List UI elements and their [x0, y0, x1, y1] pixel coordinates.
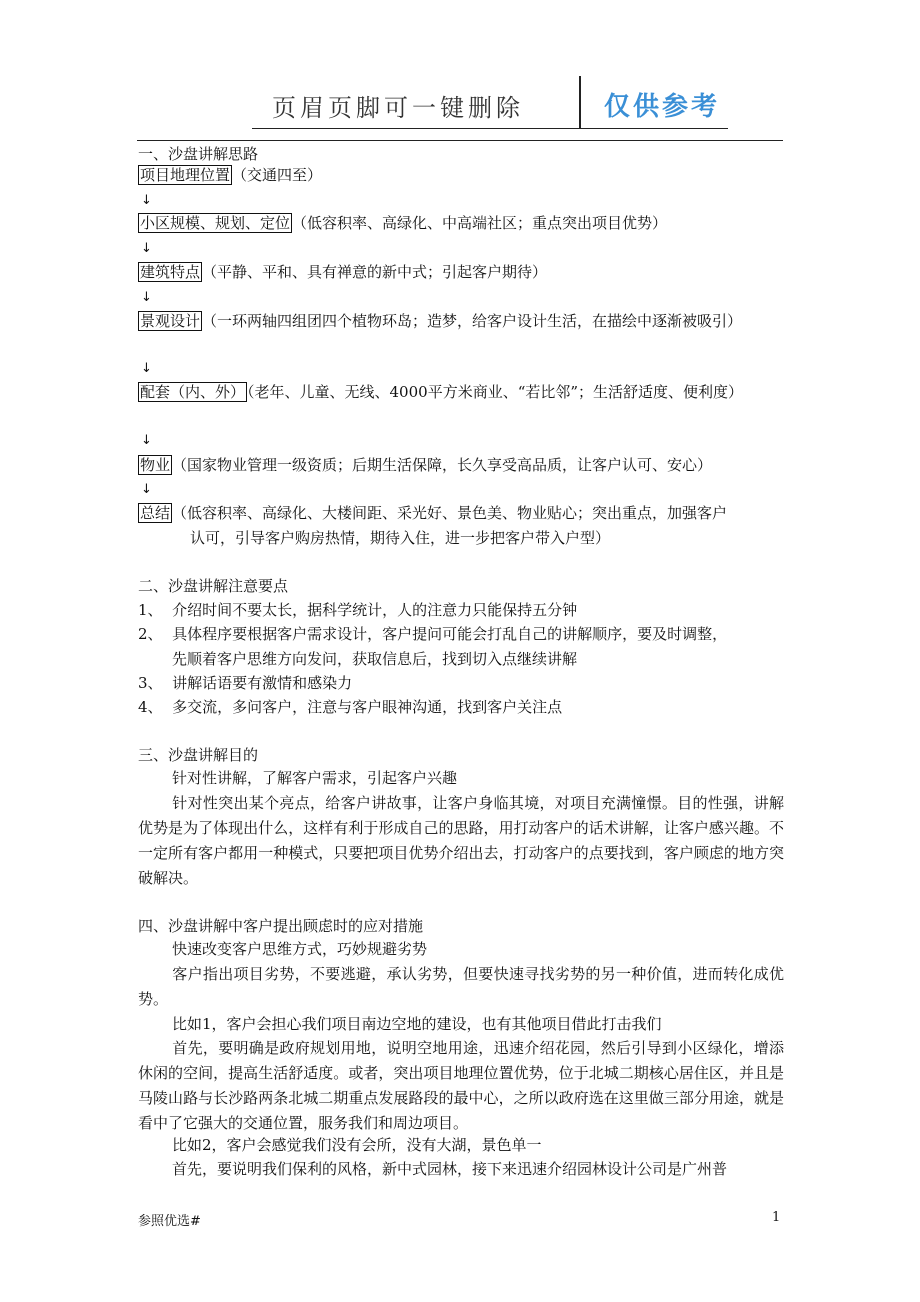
flow-step-label: 物业	[140, 456, 171, 474]
tip-item-4	[138, 697, 562, 717]
tip-text: 讲解话语要有激情和感染力	[172, 674, 353, 692]
section4-paragraph-4	[138, 1036, 784, 1136]
down-arrow-icon: ↓	[141, 193, 152, 208]
flow-step-desc: （交通四至）	[232, 166, 323, 184]
tip-number: 3、	[138, 674, 163, 692]
flow-step-label: 配套（内、外）	[140, 383, 246, 401]
flow-step-5	[138, 382, 743, 402]
paragraph-text: 首先，要明确是政府规划用地，说明空地用途，迅速介绍花园，然后引导到小区绿化，增添休闲的空间，提高生活舒适度。或者，突出项目地理位置优势，位于北城二期核心居住区，并且是马陵山路与长沙路两条北城二期重点发展路段的最中心，之所以政府选在这里做三部分用途，就是看中了它强大的交通位置，服务我们和周边项目。	[138, 1039, 784, 1132]
flow-step-7	[138, 503, 727, 523]
down-arrow-icon: ↓	[141, 482, 152, 497]
tip-item-3	[138, 673, 352, 693]
paragraph-text: 快速改变客户思维方式，巧妙规避劣势	[172, 940, 428, 958]
flow-step-2	[138, 213, 667, 233]
paragraph-text: 比如2，客户会感觉我们没有会所，没有大湖，景色单一	[172, 1136, 542, 1154]
flow-step-label: 景观设计	[140, 312, 201, 330]
flow-step-label: 项目地理位置	[140, 166, 231, 184]
flow-step-4	[138, 311, 742, 331]
header-rule-short	[252, 128, 728, 129]
paragraph-text: 比如1，客户会担心我们项目南边空地的建设，也有其他项目借此打击我们	[172, 1015, 662, 1033]
header-left-text: 页眉页脚可一键删除	[272, 94, 524, 122]
header-rule-long	[137, 140, 783, 141]
section4-paragraph-6	[138, 1157, 784, 1182]
tip-text: 多交流，多问客户，注意与客户眼神沟通，找到客户关注点	[172, 698, 563, 716]
section2-title: 二、沙盘讲解注意要点	[138, 577, 289, 595]
down-arrow-icon: ↓	[141, 433, 152, 448]
flow-step-label: 小区规模、规划、定位	[140, 214, 291, 232]
flow-step-desc: （国家物业管理一级资质；后期生活保障，长久享受高品质，让客户认可、安心）	[172, 456, 713, 474]
paragraph-text: 针对性突出某个亮点，给客户讲故事，让客户身临其境，对项目充满憧憬。目的性强，讲解优势是为了体现出什么，这样有利于形成自己的思路，用打动客户的话术讲解，让客户感兴趣。不一定所有客户都用一种模式，只要把项目优势介绍出去，打动客户的点要找到，客户顾虑的地方突破解决。	[138, 794, 784, 887]
paragraph-text: 首先，要说明我们保利的风格，新中式园林，接下来迅速介绍园林设计公司是广州普	[172, 1160, 728, 1178]
header-divider	[579, 76, 581, 128]
tip-number: 4、	[138, 698, 163, 716]
page-number: 1	[772, 1210, 781, 1225]
down-arrow-icon: ↓	[141, 241, 152, 256]
tip-item-2	[138, 624, 727, 644]
header-right-text: 仅供参考	[604, 92, 721, 122]
section4-paragraph-2	[138, 962, 784, 1012]
down-arrow-icon: ↓	[141, 361, 152, 376]
section4-title: 四、沙盘讲解中客户提出顾虑时的应对措施	[138, 917, 424, 935]
flow-step-1	[138, 165, 322, 185]
tip-item-1	[138, 600, 577, 620]
flow-step-desc: （一环两轴四组团四个植物环岛；造梦，给客户设计生活，在描绘中逐渐被吸引）	[202, 312, 743, 330]
tip-item-2-cont: 先顺着客户思维方向发问，获取信息后，找到切入点继续讲解	[172, 650, 578, 668]
flow-step-label: 总结	[140, 504, 171, 522]
flow-step-7-desc-cont: 认可，引导客户购房热情，期待入住，进一步把客户带入户型）	[190, 529, 611, 547]
section3-paragraph-2	[138, 791, 784, 891]
section1-title: 一、沙盘讲解思路	[138, 145, 259, 163]
tip-text: 介绍时间不要太长，据科学统计，人的注意力只能保持五分钟	[172, 601, 578, 619]
paragraph-text: 针对性讲解，了解客户需求，引起客户兴趣	[172, 769, 458, 787]
paragraph-text: 客户指出项目劣势，不要逃避，承认劣势，但要快速寻找劣势的另一种价值，进而转化成优势。	[138, 965, 784, 1008]
flow-step-desc: （老年、儿童、无线、4000平方米商业、“若比邻”；生活舒适度、便利度）	[247, 383, 744, 401]
down-arrow-icon: ↓	[141, 290, 152, 305]
flow-step-label: 建筑特点	[140, 263, 201, 281]
flow-step-3	[138, 262, 547, 282]
section4-paragraph-5	[138, 1133, 784, 1158]
flow-step-desc: （低容积率、高绿化、中高端社区；重点突出项目优势）	[292, 214, 668, 232]
flow-step-desc: （低容积率、高绿化、大楼间距、采光好、景色美、物业贴心；突出重点，加强客户	[172, 504, 728, 522]
section3-paragraph-1	[138, 766, 784, 791]
flow-step-6	[138, 455, 712, 475]
tip-text: 具体程序要根据客户需求设计，客户提问可能会打乱自己的讲解顺序，要及时调整，	[172, 625, 728, 643]
tip-number: 2、	[138, 625, 163, 643]
flow-step-desc: （平静、平和、具有禅意的新中式；引起客户期待）	[202, 263, 548, 281]
tip-number: 1、	[138, 601, 163, 619]
section3-title: 三、沙盘讲解目的	[138, 746, 259, 764]
section4-paragraph-1	[138, 937, 784, 962]
footer-label: 参照优选#	[138, 1214, 201, 1229]
section4-paragraph-3	[138, 1012, 784, 1037]
